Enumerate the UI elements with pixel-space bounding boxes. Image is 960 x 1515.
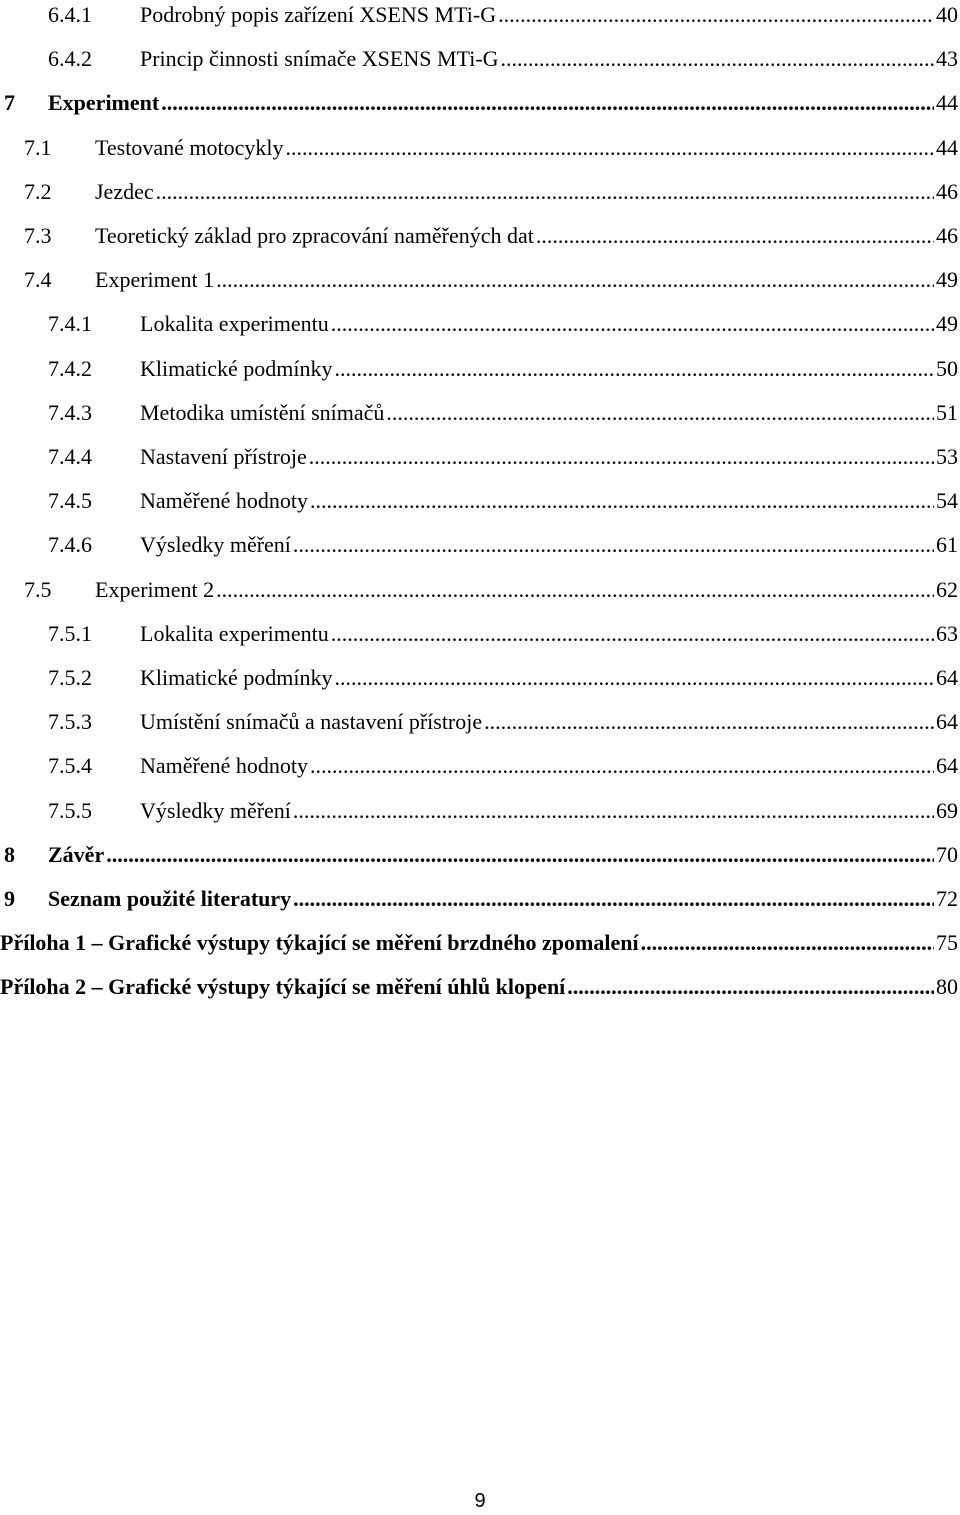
toc-entry-number: 9 <box>4 886 15 911</box>
toc-entry[interactable] <box>0 972 958 1002</box>
toc-entry-number: 8 <box>4 841 15 867</box>
toc-entry[interactable] <box>48 309 958 339</box>
toc-entry-number: 7.1 <box>24 134 52 160</box>
toc-entry-number: 7.4.2 <box>48 355 92 381</box>
toc-dot-leader <box>567 972 934 1002</box>
toc-entry-number: 7.4.1 <box>48 311 92 337</box>
toc-entry[interactable] <box>4 884 958 914</box>
toc-entry-page: 43 <box>936 46 958 72</box>
toc-dot-leader <box>285 133 934 163</box>
toc-entry-number: 7.4.3 <box>48 399 92 425</box>
toc-dot-leader <box>501 44 934 74</box>
toc-entry-title: Podrobný popis zařízení XSENS MTi-G <box>140 2 497 27</box>
toc-entry-page: 61 <box>936 532 958 558</box>
toc-entry-title: Lokalita experimentu <box>140 311 329 337</box>
toc-entry[interactable] <box>24 265 958 295</box>
toc-entry-page: 53 <box>936 444 958 469</box>
toc-entry[interactable] <box>4 840 958 870</box>
toc-entry[interactable] <box>48 398 958 428</box>
toc-entry-page: 50 <box>936 355 958 381</box>
toc-entry-page: 64 <box>936 665 958 690</box>
toc-entry-page: 69 <box>936 797 958 823</box>
toc-entry-number: 7.4 <box>24 267 52 293</box>
toc-entry-title: Nastavení přístroje <box>140 444 307 469</box>
toc-entry-number: 7.4.4 <box>48 444 92 469</box>
toc-entry[interactable] <box>48 707 958 737</box>
toc-entry[interactable] <box>0 928 958 958</box>
toc-dot-leader <box>536 221 934 251</box>
toc-entry[interactable] <box>4 88 958 118</box>
toc-entry-number: 7.5.1 <box>48 620 92 646</box>
toc-entry[interactable] <box>48 486 958 516</box>
toc-entry-title: Experiment 1 <box>95 267 215 293</box>
toc-entry-title: Klimatické podmínky <box>140 665 333 690</box>
toc-dot-leader <box>106 840 934 870</box>
toc-entry-title: Experiment <box>48 90 160 116</box>
toc-dot-leader <box>498 0 934 30</box>
toc-entry-number: 7.2 <box>24 178 52 204</box>
toc-entry-page: 75 <box>936 930 958 956</box>
toc-entry-number: 7.5.4 <box>48 753 92 779</box>
toc-entry-page: 64 <box>936 753 958 779</box>
toc-entry-title: Metodika umístění snímačů <box>140 399 385 425</box>
toc-dot-leader <box>216 575 934 605</box>
toc-entry[interactable] <box>48 796 958 826</box>
toc-entry-number: 7.5.3 <box>48 709 92 735</box>
toc-entry[interactable] <box>48 751 958 781</box>
toc-dot-leader <box>484 707 934 737</box>
toc-entry-title: Seznam použité literatury <box>48 886 292 911</box>
toc-entry[interactable] <box>48 442 958 472</box>
toc-entry-number: 7.4.6 <box>48 532 92 558</box>
toc-entry-title: Příloha 1 – Grafické výstupy týkající se měření brzdného zpomalení <box>0 930 639 956</box>
toc-entry-title: Experiment 2 <box>95 576 215 602</box>
toc-dot-leader <box>309 442 934 472</box>
toc-entry[interactable] <box>24 133 958 163</box>
toc-entry-title: Lokalita experimentu <box>140 620 329 646</box>
toc-entry-number: 6.4.2 <box>48 46 92 72</box>
toc-dot-leader <box>293 530 934 560</box>
toc-entry-title: Teoretický základ pro zpracování naměřených dat <box>95 223 534 248</box>
toc-dot-leader <box>331 309 934 339</box>
toc-dot-leader <box>310 751 934 781</box>
toc-entry-number: 6.4.1 <box>48 2 92 27</box>
toc-dot-leader <box>334 354 934 384</box>
toc-entry[interactable] <box>48 0 958 30</box>
toc-entry-page: 40 <box>936 2 958 27</box>
toc-entry-number: 7.5.5 <box>48 797 92 823</box>
toc-dot-leader <box>293 884 934 914</box>
toc-entry-page: 44 <box>936 134 958 160</box>
toc-entry-page: 49 <box>936 311 958 337</box>
toc-entry-title: Testované motocykly <box>95 134 284 160</box>
toc-entry[interactable] <box>48 619 958 649</box>
toc-entry-number: 7.3 <box>24 223 52 248</box>
toc-entry-title: Příloha 2 – Grafické výstupy týkající se měření úhlů klopení <box>0 974 566 1000</box>
toc-entry-page: 63 <box>936 620 958 646</box>
toc-entry-number: 7.4.5 <box>48 488 92 514</box>
toc-entry-page: 44 <box>936 90 958 116</box>
toc-entry[interactable] <box>24 221 958 251</box>
toc-entry-title: Výsledky měření <box>140 532 291 558</box>
page-number: 9 <box>474 1490 486 1512</box>
toc-dot-leader <box>156 177 934 207</box>
toc-dot-leader <box>334 663 934 693</box>
toc-entry[interactable] <box>48 44 958 74</box>
toc-entry-page: 54 <box>936 488 958 514</box>
toc-entry-page: 46 <box>936 178 958 204</box>
toc-dot-leader <box>216 265 934 295</box>
toc-dot-leader <box>293 796 934 826</box>
toc-dot-leader <box>641 928 934 958</box>
toc-entry[interactable] <box>48 530 958 560</box>
toc-dot-leader <box>310 486 934 516</box>
toc-entry[interactable] <box>24 177 958 207</box>
toc-dot-leader <box>386 398 934 428</box>
toc-entry-number: 7.5 <box>24 576 52 602</box>
toc-entry-title: Jezdec <box>95 178 154 204</box>
toc-entry-title: Naměřené hodnoty <box>140 753 308 779</box>
toc-entry-page: 72 <box>936 886 958 911</box>
toc-dot-leader <box>331 619 934 649</box>
toc-entry-page: 46 <box>936 223 958 248</box>
toc-entry-title: Klimatické podmínky <box>140 355 333 381</box>
toc-entry-title: Naměřené hodnoty <box>140 488 308 514</box>
toc-entry-title: Výsledky měření <box>140 797 291 823</box>
toc-entry-page: 64 <box>936 709 958 735</box>
toc-entry-page: 80 <box>936 974 958 1000</box>
toc-entry-number: 7 <box>4 90 15 116</box>
toc-entry-title: Závěr <box>48 841 105 867</box>
toc-entry-page: 49 <box>936 267 958 293</box>
toc-entry-page: 62 <box>936 576 958 602</box>
toc-entry-page: 51 <box>936 399 958 425</box>
toc-entry[interactable] <box>48 354 958 384</box>
toc-dot-leader <box>161 88 934 118</box>
toc-entry-number: 7.5.2 <box>48 665 92 690</box>
toc-entry-title: Princip činnosti snímače XSENS MTi-G <box>140 46 499 72</box>
toc-entry[interactable] <box>48 663 958 693</box>
toc-entry[interactable] <box>24 575 958 605</box>
toc-entry-title: Umístění snímačů a nastavení přístroje <box>140 709 483 735</box>
toc-entry-page: 70 <box>936 841 958 867</box>
